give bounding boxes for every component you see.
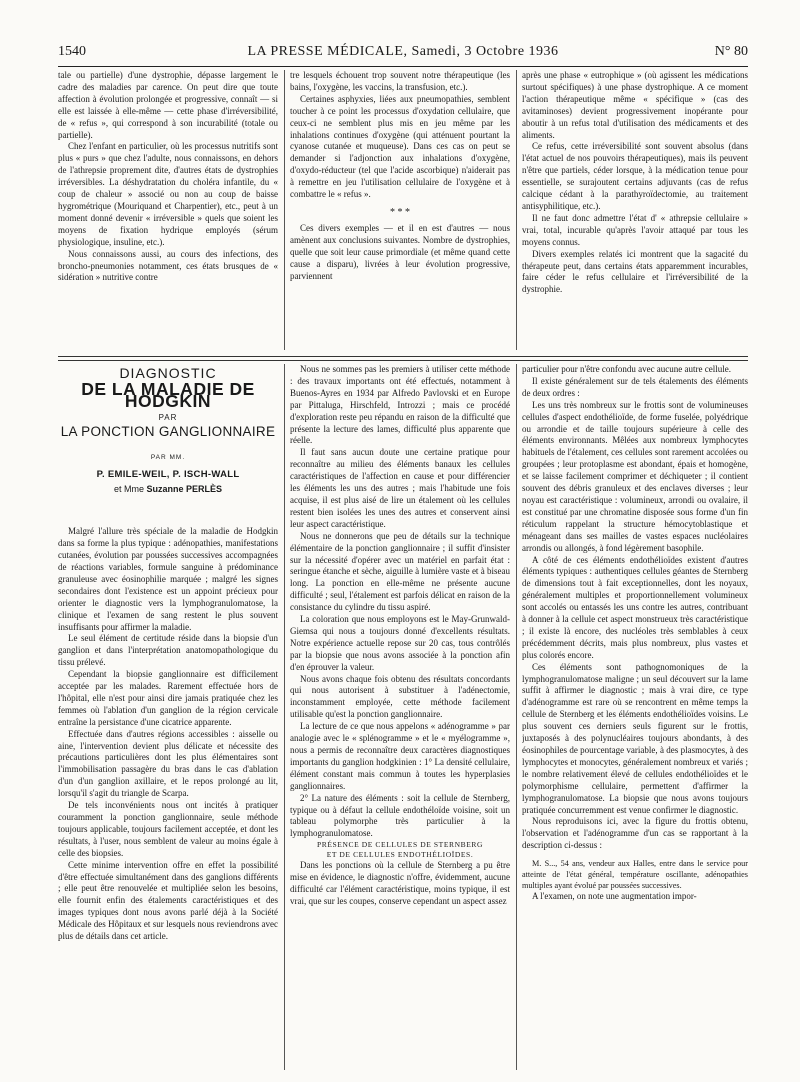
paragraph: Ces éléments sont pathognomoniques de la lymphogranulomatose maligne ; un seul découvert sur la lame suffit à affirmer le diagnostic ; mais à vrai dire, ce type d'adénogramme est rare où se rencontrent en même temps la cellule de Sternberg et les éléments endothélioïdes voisins. Le plus souvent ces derniers seuls figurent sur le frottis, juxtaposés à des polynucléaires toujours abondants, à des éosinophiles de pourcentage variable, à des plasmocytes, à des lymphocytes et monocytes, généralement nombreux et variés ; le nombre relativement élevé de cellules endothélioïdes et le polymorphisme cellulaire, permettent d'affirmer la lymphogranulomatose. La biopsie que nous avons toujours pratiquée concurremment est venue confirmer le diagnostic. xyxy=(522,661,748,815)
issue-number: N° 80 xyxy=(714,44,748,59)
paragraph: tre lesquels échouent trop souvent notre thérapeutique (les bains, l'oxygène, les vaccins, la transfusion, etc.). xyxy=(290,70,510,92)
paragraph: Nous reproduisons ici, avec la figure du frottis obtenu, l'observation et l'adénogramme d'un cas se rapportant à la description ci-dessus : xyxy=(522,816,748,851)
case-report: M. S..., 54 ans, vendeur aux Halles, entre dans le service pour atteinte de l'état général, température oscillante, adénopathies multiples ayant évolué par poussées successives. xyxy=(522,859,748,891)
column-divider xyxy=(516,70,517,350)
subsection-heading-line-1: PRÉSENCE DE CELLULES DE STERNBERG xyxy=(316,840,484,850)
article-title-par: PAR xyxy=(158,412,178,422)
paragraph: Malgré l'allure très spéciale de la maladie de Hodgkin dans sa forme la plus typique : adénopathies, manifestations cutanées, évolution par poussées successives accompagnées de réactions variables, formule sanguine à prédominance granuleuse avec éosinophilie marquée ; malgré les signes secondaires dont l'existence est un appoint précieux pour orienter le diagnostic vers la lymphogranulomatose, la clinique et l'examen de sang restent le plus souvent insuffisants pour affirmer la maladie. xyxy=(58,526,278,632)
byline: PAR MM. xyxy=(150,453,186,461)
article-title-line-3: LA PONCTION GANGLIONNAIRE xyxy=(60,423,276,439)
paragraph: Chez l'enfant en particulier, où les processus nutritifs sont plus « purs » que chez l'adulte, nous connaissons, en dehors de l'athrepsie proprement dite, d'autres états de dystrophies irréversibles. La déshydratation du choléra infantile, du « coup de chaleur » associé ou non au coup de baisse hygrométrique (Mouriquand et Charpentier), etc., peut à un moment donné devenir « irréversible » quels que soient les moyens de fixation hydrique employés (sérum physiologique, insuline, etc.). xyxy=(58,141,278,247)
paragraph: particulier pour n'être confondu avec aucune autre cellule. xyxy=(522,364,732,374)
paragraph: A l'examen, on note une augmentation impor- xyxy=(532,891,697,902)
column-divider xyxy=(516,364,517,1070)
paragraph: Cependant la biopsie ganglionnaire est difficilement acceptée par les malades. Rarement effectuée hors de l'hôpital, elle n'est pour ainsi dire jamais pratiquée chez les femmes où l'ablation d'un ganglion de la région cervicale entraîne la persistance d'une cicatrice apparente. xyxy=(58,669,278,727)
paragraph: Il faut sans aucun doute une certaine pratique pour reconnaître au milieu des éléments banaux les cellules caractéristiques de l'affection en cause et pour différencier les éléments les uns des autres ; mais l'habitude une fois acquise, il est plus aisé de lire un étalement où les cellules restent bien isolées les unes des autres et conservent ainsi leur aspect caractéristique. xyxy=(290,447,510,529)
paragraph: Certaines asphyxies, liées aux pneumopathies, semblent toucher à ce point les processus d'oxydation cellulaire, que ceux-ci ne semblent plus mis en jeu même par les inhalations continues d'oxygène (qui atténuent pourtant la cyanose cutanée et muqueuse). Dans ces cas on peut se demander si l'adjonction aux inhalations d'oxygène, d'oxydo-réducteur (tel que l'acide ascorbique) n'aiderait pas à remettre en jeu l'utilisation cellulaire de l'oxygène et à combattre le « refus ». xyxy=(290,93,510,200)
paragraph: Effectuée dans d'autres régions accessibles : aisselle ou aine, l'intervention devient plus délicate et nécessite des précautions particulières dont les plus élémentaires sont l'immobilisation passagère du bras dans le cas d'ablation d'un d'un ganglion axillaire, et le repos prolongé au lit, lorsqu'il s'agit du triangle de Scarpa. xyxy=(58,728,278,799)
top-column-2 xyxy=(290,70,510,352)
subsection-heading xyxy=(290,840,510,860)
paragraph: 2° La nature des éléments : soit la cellule de Sternberg, typique ou à défaut la cellule endothéloïde voisine, soit un tableau polymorphe très particulier à la lymphogranulomatose. xyxy=(290,792,510,839)
subsection-heading-line-2: ET DE CELLULES ENDOTHÉLIOÏDES. xyxy=(326,850,474,860)
section-separator: * * * xyxy=(390,206,410,218)
paragraph: De tels inconvénients nous ont incités à pratiquer couramment la ponction ganglionnaire, seule méthode toujours applicable, toujours facilement acceptée, et dont les résultats, à l'user, nous semblent de valeur au moins égale à celle des biopsies. xyxy=(58,800,278,858)
paragraph: La coloration que nous employons est le May-Grunwald-Giemsa qui nous a toujours donné d'excellents résultats. Notre expérience actuelle repose sur 20 cas, tous contrôlés par la biopsie que nous avons associée à la ponction afin d'en éprouver la valeur. xyxy=(290,614,510,672)
coauthor xyxy=(58,484,278,496)
authors: P. EMILE-WEIL, P. ISCH-WALL xyxy=(96,469,240,481)
column-divider xyxy=(284,70,285,350)
paragraph: Nous ne donnerons que peu de détails sur la technique élémentaire de la ponction ganglionnaire ; il suffit d'insister sur la nécessité d'opérer avec un matériel en parfait état : seringue étanche et sèche, aiguille à lumière vaste et à biseau long. La ponction en elle-même ne présente aucune difficulté ; seul, l'étalement est parfois délicat en raison de la consistance du cylindre du tissu aspiré. xyxy=(290,530,510,613)
article-column-2 xyxy=(290,364,510,1076)
page-header xyxy=(58,44,748,66)
column-divider xyxy=(284,364,285,1070)
article-title-block xyxy=(58,365,278,496)
article-column-3 xyxy=(522,364,748,1076)
article-title-line-2: DE LA MALADIE DE HODGKIN xyxy=(81,378,255,411)
paragraph: Cette minime intervention offre en effet la possibilité d'être effectuée simultanément dans des ganglions différents ; elle peut être renouvelée et multipliée selon les besoins, elle fournit enfin des étalements caractéristiques et des images typiques dont nous avons parlé déjà à la Société Médicale des Hôpitaux et sur lesquels nous reviendrons avec plus de détails dans cet article. xyxy=(58,859,278,942)
paragraph: Ce refus, cette irréversibilité sont souvent absolus (dans l'état actuel de nos pouvoirs thérapeutiques), mais ils peuvent n'être que partiels, céder lorsque, à la médication tenue pour essentielle, se surajoutent certains adjuvants (cas de refus calcique cédant à la parathyroïdectomie, au traitement antisyphilitique, etc.). xyxy=(522,141,748,211)
paragraph: Il existe généralement sur de tels étalements des éléments de deux ordres : xyxy=(522,375,748,398)
paragraph: Divers exemples relatés ici montrent que la sagacité du thérapeute peut, dans certains états apparemment incurables, faire céder le refus cellulaire et l'irréversibilité de la dystrophie. xyxy=(522,248,748,295)
paragraph: A côté de ces éléments endothélioïdes existent d'autres éléments typiques : authentiques cellules géantes de Sternberg de dimensions tout à fait exceptionnelles, dont les noyaux, généralement multiples et proportionnellement volumineux sont accolés ou entassés les uns contre les autres, contribuant à donner à la cellule cet aspect monstrueux très caractéristique ; il existe là encore, des nucléoles très semblables à ceux précédemment décrits, mais plus nombreux, plus vastes et plus colorés encore. xyxy=(522,554,748,660)
page-number: 1540 xyxy=(58,44,86,59)
paragraph: tale ou partielle) d'une dystrophie, dépasse largement le cadre des maladies par carence. On peut dire que toute affection à évolution prolongée et progressive, connaît — si elle est laissée à elle-même — cette phase d'irréversibilité, de « refus », qui correspond à son incurabilité (totale ou partielle). xyxy=(58,70,278,140)
paragraph: Il ne faut donc admettre l'état d' « athrepsie cellulaire » vrai, total, incurable qu'après l'avoir attaqué par tous les moyens connus. xyxy=(522,212,748,247)
paragraph: Le seul élément de certitude réside dans la biopsie d'un ganglion et dans l'interprétation anatomopathologique du tissu prélevé. xyxy=(58,633,278,668)
paragraph: Les uns très nombreux sur le frottis sont de volumineuses cellules d'aspect endothélioïde, de forme fuselée, polyédrique ou arrondie et de taille toujours supérieure à celle des éléments environnants. Mêlées aux nombreux lymphocytes habituels de l'étalement, ces cellules sont rarement accolées ou groupées ; leur protoplasme est abondant, épais et homogène, et se laisse facilement comprimer et déchiqueter ; il contient souvent des débris granuleux et des enclaves diverses ; leur noyau est caractéristique : volumineux, arrondi ou ovalaire, il est constitué par une chromatine disposée sous forme d'un fin réticulum rappelant la structure hémocytoblastique et ménageant dans ses mailles de vastes espaces nucléolaires arrondis ou allongés, à fond légèrement basophile. xyxy=(522,399,748,553)
journal-title: LA PRESSE MÉDICALE, Samedi, 3 Octobre 1936 xyxy=(247,44,559,59)
top-column-3 xyxy=(522,70,748,352)
paragraph: Ces divers exemples — et il en est d'autres — nous amènent aux conclusions suivantes. Nombre de dystrophies, quelle que soit leur cause primordiale (et même quand cette cause a disparu), livrées à leur évolution progressive, parviennent xyxy=(290,222,510,281)
paragraph: Nous ne sommes pas les premiers à utiliser cette méthode : des travaux importants ont été effectués, notamment à Buenos-Ayres en 1934 par Alfredo Pavlovski et en Europe par Pittaluga, Hirschfeld, Introzzi ; mais ce procédé d'exploration reste peu répandu en raison de la difficulté que présente la lecture des lames, difficulté plus apparente que réelle. xyxy=(290,364,510,446)
paragraph: Nous connaissons aussi, au cours des infections, des broncho-pneumonies notamment, ces états brusques de « sidération » nutritive contre xyxy=(58,248,278,283)
section-divider xyxy=(58,356,748,361)
coauthor-prefix: et Mme xyxy=(113,484,144,495)
coauthor-name: Suzanne PERLÈS xyxy=(146,484,223,495)
top-column-1 xyxy=(58,70,278,352)
header-rule xyxy=(58,66,748,67)
article-title-line-1: DIAGNOSTIC xyxy=(119,365,217,381)
paragraph: La lecture de ce que nous appelons « adénogramme » par analogie avec le « splénogramme » et le « myélogramme », nous a permis de reconnaître deux caractères diagnostiques importants du ganglion hodgkinien : 1° La densité cellulaire, élément constant mais commun à toutes les hyperplasies ganglionnaires. xyxy=(290,721,510,791)
article-column-1 xyxy=(58,364,278,1076)
paragraph: après une phase « eutrophique » (où agissent les médications surtout spécifiques) à une phase dystrophique. A ce moment l'action thérapeutique même « spécifique » (cas des avitaminoses) devient progressivement inopérante pour aboutir à un refus total d'utilisation des médicaments et des aliments. xyxy=(522,70,748,140)
paragraph: Dans les ponctions où la cellule de Sternberg a pu être mise en évidence, le diagnostic n'offre, évidemment, aucune difficulté car l'élément caractéristique, moins typique, il est vrai, que sur les coupes, conserve cependant un aspect assez xyxy=(290,860,510,906)
paragraph: Nous avons chaque fois obtenu des résultats concordants qui nous autorisent à substituer à l'adénectomie, inconstamment employée, cette méthode facilement utilisable qu'est la ponction ganglionnaire. xyxy=(290,673,510,720)
